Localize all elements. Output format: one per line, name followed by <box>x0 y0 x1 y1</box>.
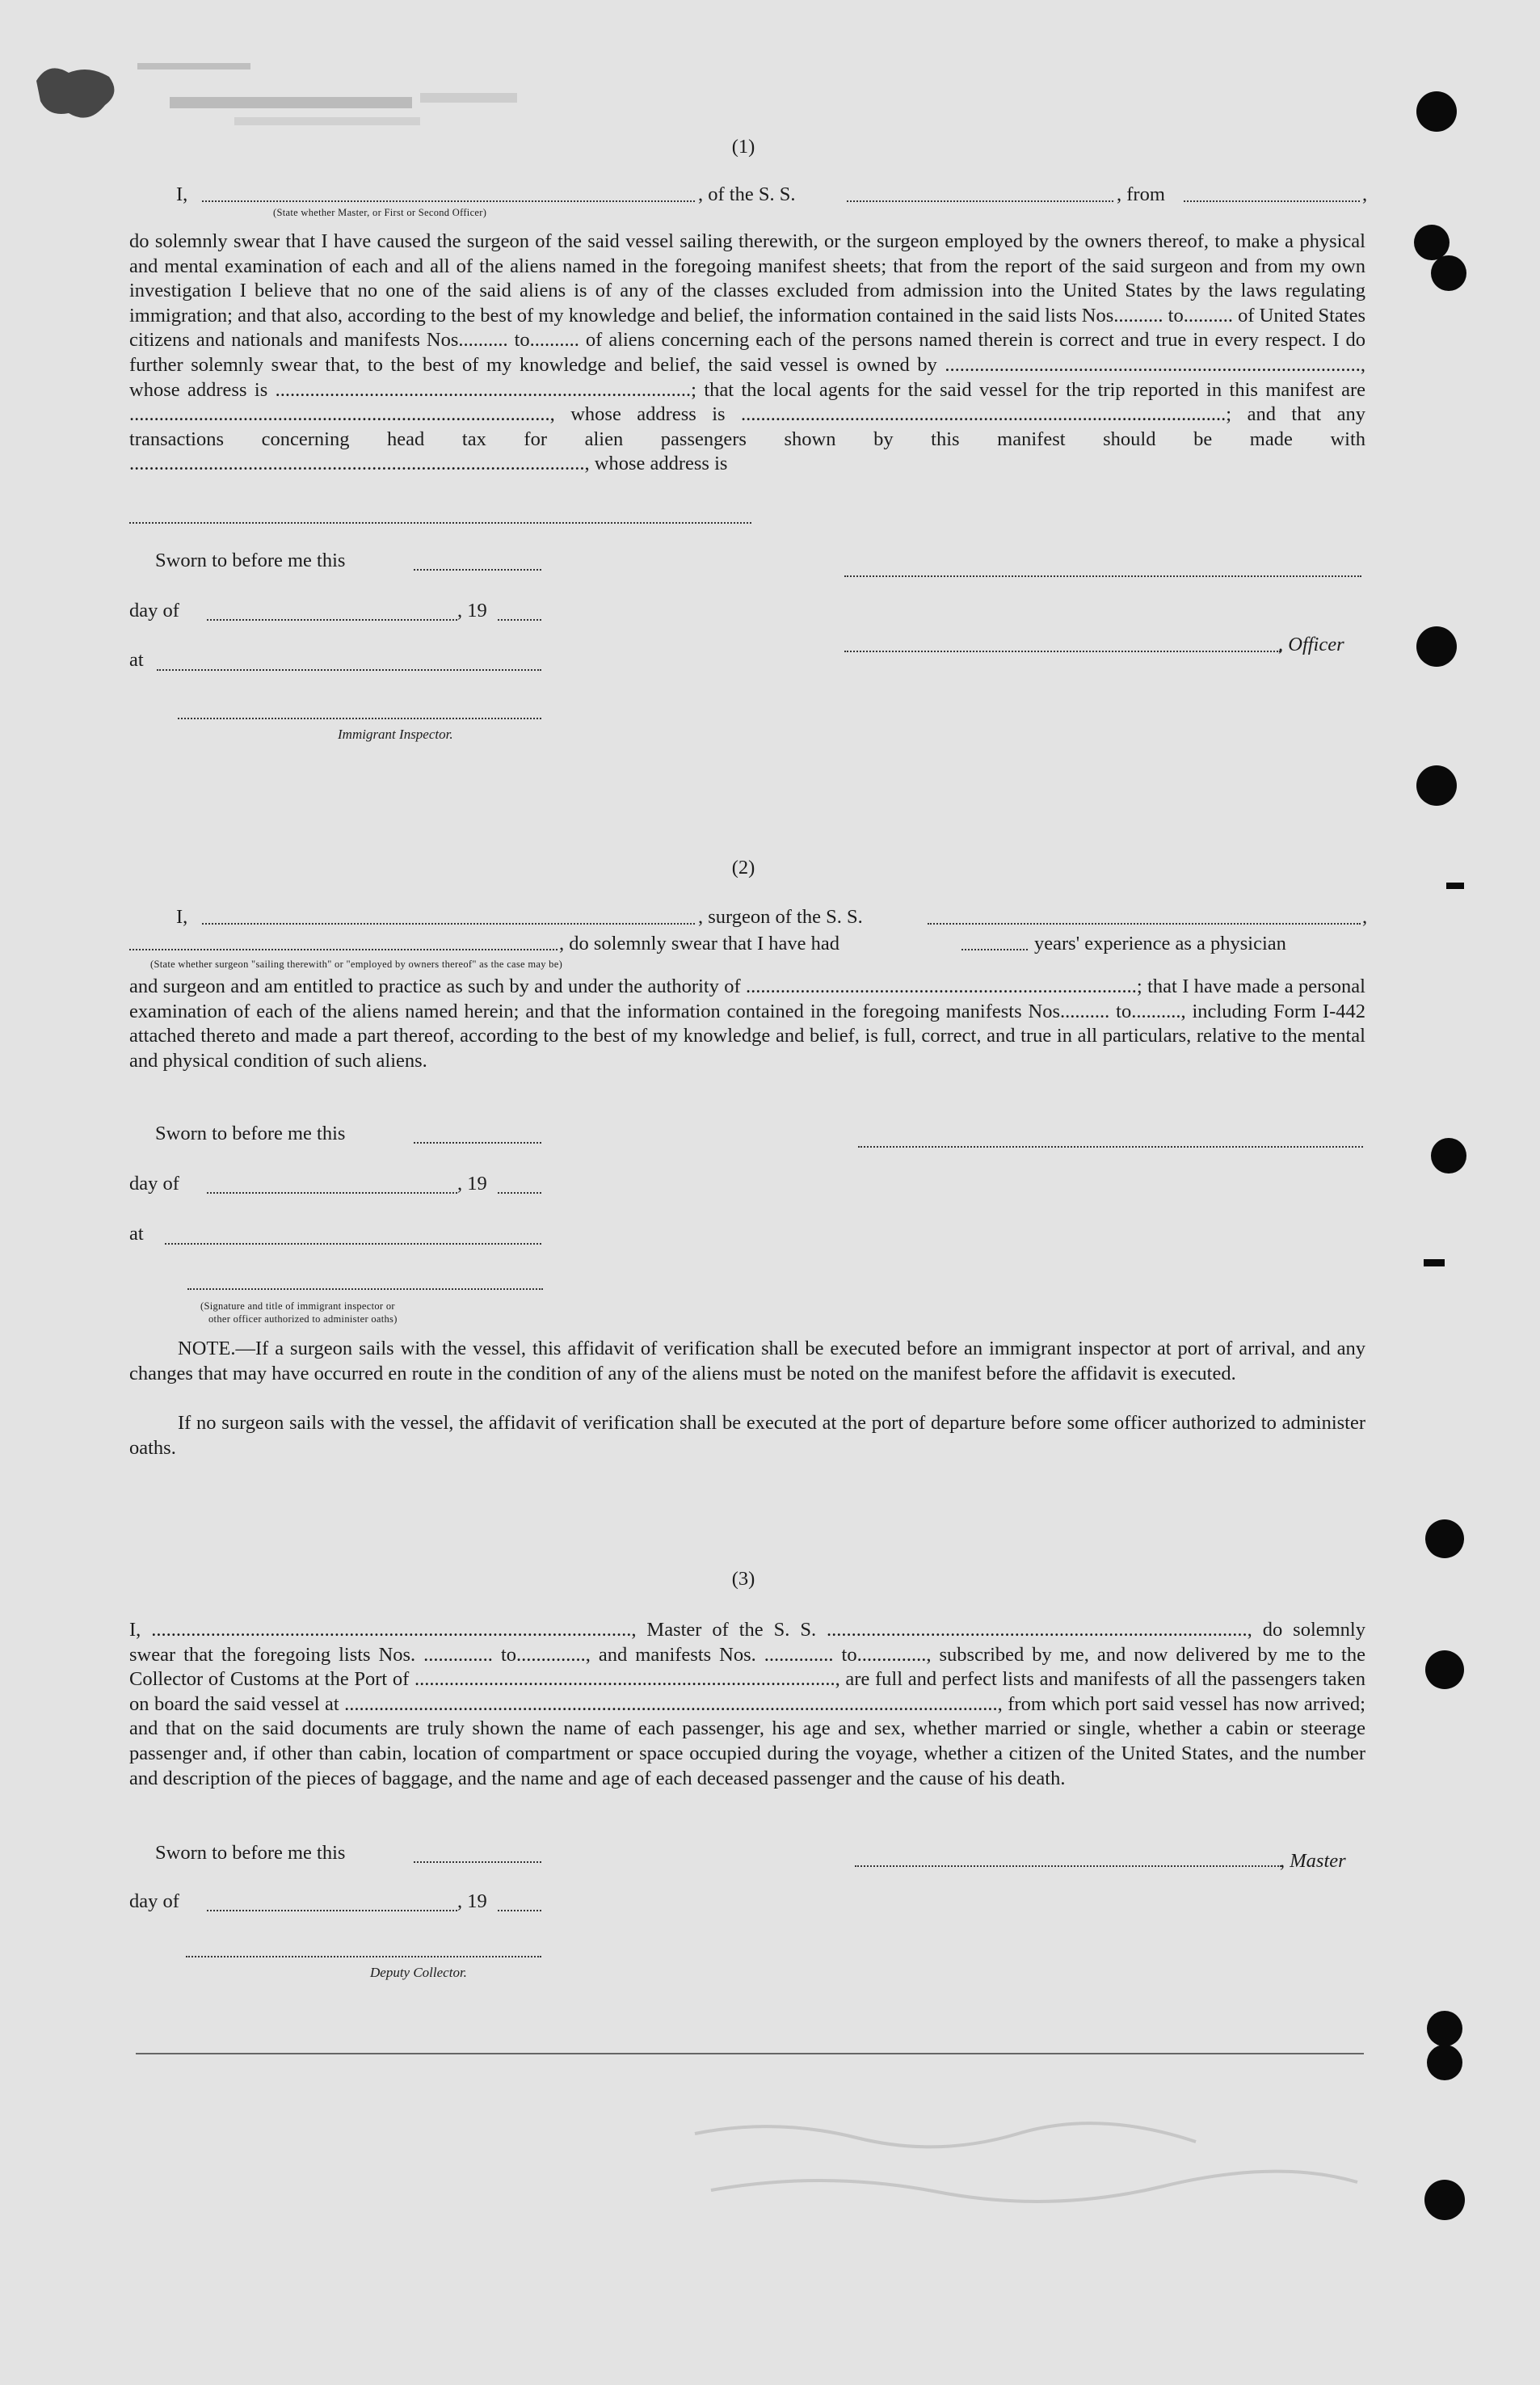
s2-year-line <box>498 1192 541 1194</box>
s2-oath-body: and surgeon and am entitled to practice as such by and under the authority of ...............................................................................; that I have made a personal examination of each of the aliens named herein; and that the information contained in the foregoing manifests Nos.......... to.........., including Form I-442 attached thereto and made a part thereof, according to the best of my knowledge and belief, is full, correct, and true in all particulars, relative to the mental and physical condition of such aliens. <box>129 975 1365 1072</box>
s2-i-label: I, <box>176 906 188 928</box>
s2-state-line <box>129 949 558 950</box>
s2-year-label: , 19 <box>457 1173 487 1195</box>
s1-sworn-label: Sworn to before me this <box>155 550 346 571</box>
s3-sworn-line <box>414 1861 541 1863</box>
s1-at-label: at <box>129 649 144 671</box>
s2-sworn-line <box>414 1142 541 1144</box>
s2-comma: , <box>1362 906 1368 928</box>
s2-surgeon-of-label: , surgeon of the S. S. <box>698 906 863 928</box>
s3-deputy-label: Deputy Collector. <box>370 1965 467 1980</box>
s2-years-label: years' experience as a physician <box>1034 933 1286 954</box>
s1-at-line <box>157 669 541 671</box>
section-3-number: (3) <box>731 1568 755 1590</box>
s1-from-label: , from <box>1117 183 1165 205</box>
s2-ship-name-line <box>928 923 1361 925</box>
s1-oath-body: do solemnly swear that I have caused the surgeon of the said vessel sailing therewith, or the surgeon employed by the owners thereof, to make a physical and mental examination of each and all of the aliens named in the foregoing manifest sheets; that from the report of the said surgeon and from my own investigation I believe that no one of the said aliens is of any of the classes excluded from admission into the United States by the laws regulating immigration; and that also, according to the best of my knowledge and belief, the information contained in the said lists Nos.......... to.......... of United States citizens and nationals and manifests Nos.......... to.......... of aliens concerning each of the persons named therein is correct and true in every respect. I do further solemnly swear that, to the best of my knowledge and belief, the said vessel is owned by ...................................................................................., whose address is ....................................................................................; that the local agents for the said vessel for the trip reported in this manifest are ....................................................................................., whose address is ..................................................................................................; and that any transactions concerning head tax for alien passengers shown by this manifest should be made with ............................................................................................, whose address is <box>129 230 1365 475</box>
s2-surgeon-name-line <box>202 923 695 925</box>
s1-ship-name-line <box>847 200 1113 202</box>
section-1-number: (1) <box>731 136 755 158</box>
section-2-number: (2) <box>731 857 755 879</box>
s2-sig-note-1: (Signature and title of immigrant inspector or <box>200 1300 395 1312</box>
s2-sworn-label: Sworn to before me this <box>155 1123 346 1144</box>
s2-at-line <box>165 1243 541 1245</box>
s1-officer-line <box>844 651 1281 652</box>
s3-deputy-line <box>186 1956 541 1957</box>
s2-sig-note-2: other officer authorized to administer oaths) <box>208 1313 398 1325</box>
bleed-through-scribble <box>679 2101 1374 2223</box>
s2-inspector-line <box>187 1288 543 1290</box>
s2-at-label: at <box>129 1223 144 1245</box>
s2-state-note: (State whether surgeon "sailing therewith" or "employed by owners thereof" as the case may be) <box>150 959 563 970</box>
s3-day-label: day of <box>129 1890 179 1912</box>
header-ink-smudge <box>32 57 533 133</box>
s1-agent-address-line <box>129 522 751 524</box>
s2-years-line <box>961 949 1028 950</box>
s2-surgeon-signature-line <box>858 1146 1363 1148</box>
s1-year-line <box>498 619 541 621</box>
s1-day-line <box>207 619 457 621</box>
s1-year-label: , 19 <box>457 600 487 622</box>
s3-year-label: , 19 <box>457 1890 487 1912</box>
s1-officer-signature-line <box>844 575 1361 577</box>
s3-master-label: , Master <box>1280 1850 1346 1872</box>
s1-officer-label: , Officer <box>1278 634 1344 655</box>
s3-oath-body: I, ................................................................................................., Master of the S. S. ....................................................................................., do solemnly swear that the foregoing lists Nos. .............. to.............., and manifests Nos. .............. to.............., subscribed by me, and now delivered by me to the Collector of Customs at the Port of ....................................................................................., are full and perfect lists and manifests of all the passengers taken on board the said vessel at ...................................................................................................................................., from which port said vessel has now arrived; and that on the said documents are truly shown the name of each passenger, his age and sex, whether married or single, whether a cabin or steerage passenger and, if other than cabin, location of compartment or space occupied during the voyage, whether a citizen of the United States, and the number and description of the pieces of baggage, and the name and age of each deceased passenger and the cause of his death. <box>129 1619 1365 1789</box>
s1-comma: , <box>1362 183 1368 205</box>
s1-from-port-line <box>1184 200 1360 202</box>
s1-inspector-line <box>178 718 541 719</box>
s3-day-line <box>207 1910 457 1911</box>
s2-note-2 <box>129 1411 1365 1460</box>
s3-year-line <box>498 1910 541 1911</box>
s2-note-1 <box>129 1337 1365 1386</box>
s1-inspector-label: Immigrant Inspector. <box>338 727 453 742</box>
s1-sworn-line <box>414 569 541 571</box>
s2-note-2-text: If no surgeon sails with the vessel, the affidavit of verification shall be executed at the port of departure before some officer authorized to administer oaths. <box>129 1412 1365 1459</box>
s1-master-note: (State whether Master, or First or Second Officer) <box>273 207 487 218</box>
s2-note-label: NOTE. <box>178 1338 236 1359</box>
s2-do-swear-label: , do solemnly swear that I have had <box>559 933 839 954</box>
s2-day-line <box>207 1192 457 1194</box>
s1-day-label: day of <box>129 600 179 622</box>
s2-day-label: day of <box>129 1173 179 1195</box>
bottom-rule <box>136 2053 1364 2054</box>
s1-i-label: I, <box>176 183 188 205</box>
s3-master-signature-line <box>855 1865 1281 1867</box>
s1-of-ss-label: , of the S. S. <box>698 183 796 205</box>
s3-sworn-label: Sworn to before me this <box>155 1842 346 1864</box>
s2-note-1-text: —If a surgeon sails with the vessel, this affidavit of verification shall be executed before an immigrant inspector at port of arrival, and any changes that may have occurred en route in the condition of any of the aliens must be noted on the manifest before the affidavit is executed. <box>129 1338 1365 1384</box>
